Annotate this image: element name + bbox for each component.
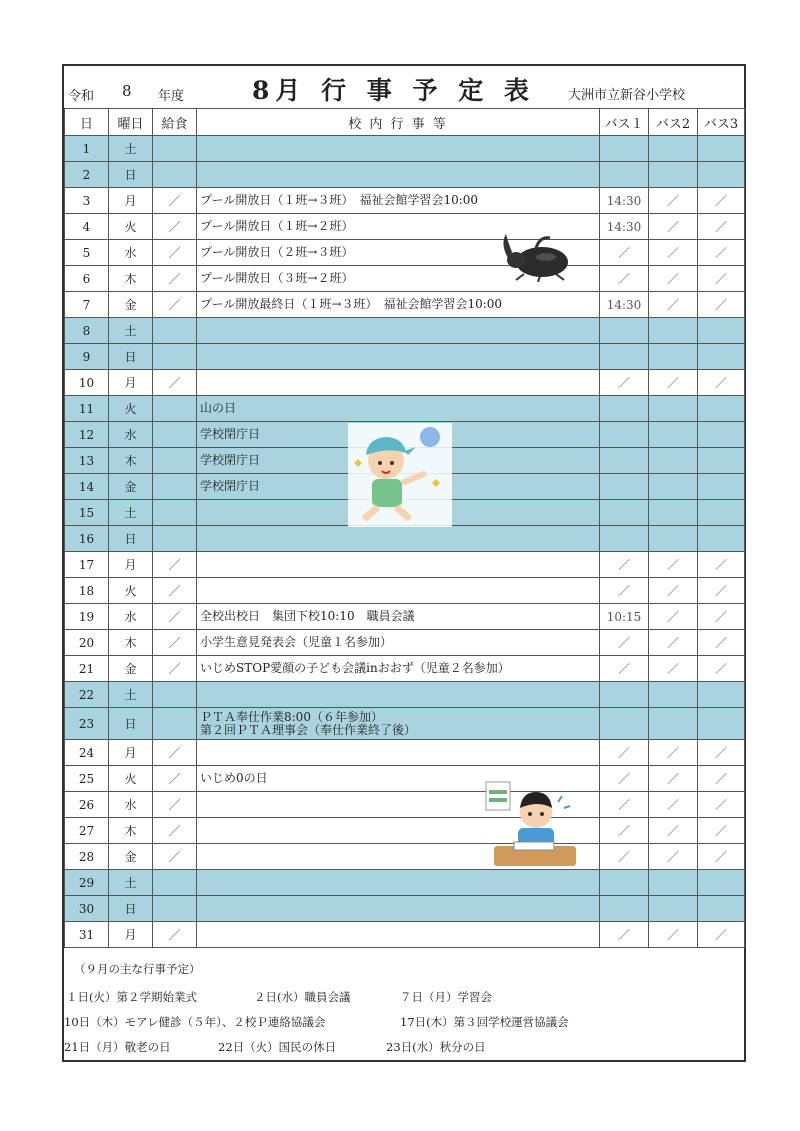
table-row: [65, 136, 745, 162]
event-text: プール開放最終日（１班→３班） 福祉会館学習会10:00: [200, 297, 503, 311]
lunch-cell: ／: [153, 740, 197, 766]
lunch-cell: ／: [153, 266, 197, 292]
table-row: [65, 604, 745, 630]
weekday-cell: 月: [109, 370, 153, 396]
bus2-cell: ／: [649, 370, 698, 396]
lunch-cell: ／: [153, 766, 197, 792]
day-cell: 23: [65, 708, 109, 740]
lunch-cell: [153, 162, 197, 188]
bus3-cell: ／: [698, 578, 745, 604]
event-cell: [197, 552, 600, 578]
bus1-cell: [600, 422, 649, 448]
day-cell: 27: [65, 818, 109, 844]
table-row: [65, 682, 745, 708]
bus1-cell: [600, 448, 649, 474]
bus3-cell: [698, 870, 745, 896]
bus1-cell: ／: [600, 740, 649, 766]
lunch-cell: ／: [153, 578, 197, 604]
bus1-cell: ／: [600, 240, 649, 266]
event-text: いじめSTOP愛顔の子ども会議inおおず（児童２名参加）: [200, 661, 510, 675]
weekday-cell: 木: [109, 266, 153, 292]
col-bus2-header: バス2: [649, 109, 698, 136]
bus2-cell: [649, 682, 698, 708]
day-cell: 19: [65, 604, 109, 630]
bus2-cell: [649, 162, 698, 188]
bus1-cell: ／: [600, 922, 649, 948]
bus1-cell: ／: [600, 792, 649, 818]
bus2-cell: [649, 870, 698, 896]
bus2-cell: ／: [649, 922, 698, 948]
bus1-cell: ／: [600, 844, 649, 870]
day-cell: 10: [65, 370, 109, 396]
lunch-cell: [153, 682, 197, 708]
lunch-cell: ／: [153, 188, 197, 214]
event-cell: [197, 578, 600, 604]
event-text: 山の日: [200, 401, 237, 415]
note-item: ２日(水）職員会議: [254, 990, 351, 1004]
weekday-cell: 月: [109, 740, 153, 766]
bus2-cell: [649, 474, 698, 500]
bus1-cell: ／: [600, 552, 649, 578]
weekday-cell: 日: [109, 896, 153, 922]
table-header-row: [65, 109, 745, 136]
notes-heading: （９月の主な行事予定）: [74, 962, 201, 976]
weekday-cell: 日: [109, 526, 153, 552]
bus1-cell: 14:30: [600, 188, 649, 214]
event-text: 学校閉庁日: [200, 479, 261, 493]
bus2-cell: ／: [649, 630, 698, 656]
bus1-cell: ／: [600, 818, 649, 844]
bus3-cell: [698, 422, 745, 448]
bus3-cell: [698, 474, 745, 500]
weekday-cell: 金: [109, 292, 153, 318]
event-cell: [197, 318, 600, 344]
bus1-cell: [600, 318, 649, 344]
weekday-cell: 水: [109, 422, 153, 448]
bus1-cell: ／: [600, 766, 649, 792]
day-cell: 4: [65, 214, 109, 240]
bus2-cell: ／: [649, 792, 698, 818]
bus2-cell: [649, 136, 698, 162]
bus3-cell: ／: [698, 844, 745, 870]
weekday-cell: 水: [109, 604, 153, 630]
bus3-cell: ／: [698, 740, 745, 766]
table-row: [65, 656, 745, 682]
bus3-cell: ／: [698, 552, 745, 578]
event-cell: [197, 162, 600, 188]
lunch-cell: [153, 422, 197, 448]
bus3-cell: [698, 682, 745, 708]
day-cell: 21: [65, 656, 109, 682]
event-cell: [197, 396, 600, 422]
table-row: [65, 552, 745, 578]
school-name: 大洲市立新谷小学校: [568, 88, 686, 103]
weekday-cell: 木: [109, 448, 153, 474]
bus2-cell: ／: [649, 766, 698, 792]
bus1-cell: ／: [600, 370, 649, 396]
day-cell: 1: [65, 136, 109, 162]
lunch-cell: [153, 474, 197, 500]
bus2-cell: ／: [649, 578, 698, 604]
event-cell: [197, 136, 600, 162]
lunch-cell: [153, 448, 197, 474]
event-cell: [197, 630, 600, 656]
lunch-cell: ／: [153, 552, 197, 578]
day-cell: 8: [65, 318, 109, 344]
weekday-cell: 火: [109, 578, 153, 604]
event-cell: [197, 292, 600, 318]
weekday-cell: 土: [109, 682, 153, 708]
bus2-cell: ／: [649, 604, 698, 630]
day-cell: 25: [65, 766, 109, 792]
lunch-cell: ／: [153, 792, 197, 818]
col-weekday-header: 曜日: [109, 109, 153, 136]
weekday-cell: 月: [109, 188, 153, 214]
table-row: [65, 344, 745, 370]
day-cell: 2: [65, 162, 109, 188]
day-cell: 17: [65, 552, 109, 578]
bus2-cell: [649, 526, 698, 552]
bus3-cell: [698, 708, 745, 740]
year-value: 8: [122, 82, 132, 100]
weekday-cell: 月: [109, 922, 153, 948]
event-cell: [197, 604, 600, 630]
lunch-cell: [153, 708, 197, 740]
bus1-cell: [600, 682, 649, 708]
bus3-cell: ／: [698, 214, 745, 240]
bus1-cell: [600, 474, 649, 500]
bus3-cell: ／: [698, 240, 745, 266]
bus3-cell: ／: [698, 656, 745, 682]
day-cell: 14: [65, 474, 109, 500]
bus2-cell: ／: [649, 844, 698, 870]
event-cell: [197, 370, 600, 396]
col-lunch-header: 給食: [153, 109, 197, 136]
day-cell: 7: [65, 292, 109, 318]
lunch-cell: [153, 526, 197, 552]
beetle-icon: [494, 230, 574, 282]
event-cell: [197, 526, 600, 552]
bus2-cell: [649, 896, 698, 922]
event-cell: [197, 922, 600, 948]
lunch-cell: ／: [153, 214, 197, 240]
bus1-cell: 14:30: [600, 214, 649, 240]
bus2-cell: ／: [649, 188, 698, 214]
studying-boy-icon: [484, 778, 580, 872]
bus2-cell: [649, 500, 698, 526]
note-item: １日(火）第２学期始業式: [66, 990, 197, 1004]
day-cell: 6: [65, 266, 109, 292]
lunch-cell: [153, 344, 197, 370]
bus1-cell: [600, 344, 649, 370]
bus1-cell: [600, 162, 649, 188]
bus1-cell: ／: [600, 578, 649, 604]
note-item: 22日（火）国民の休日: [218, 1040, 337, 1054]
table-row: [65, 396, 745, 422]
event-cell: [197, 188, 600, 214]
table-row: [65, 630, 745, 656]
table-row: [65, 740, 745, 766]
event-cell: [197, 344, 600, 370]
lunch-cell: [153, 396, 197, 422]
note-item: 21日（月）敬老の日: [64, 1040, 171, 1054]
event-text: 全校出校日 集団下校10:10 職員会議: [200, 609, 415, 623]
weekday-cell: 金: [109, 474, 153, 500]
table-row: [65, 266, 745, 292]
lunch-cell: [153, 500, 197, 526]
bus1-cell: [600, 870, 649, 896]
day-cell: 26: [65, 792, 109, 818]
bus3-cell: ／: [698, 922, 745, 948]
bus3-cell: ／: [698, 630, 745, 656]
bus1-cell: ／: [600, 630, 649, 656]
day-cell: 24: [65, 740, 109, 766]
event-text: ＰＴＡ奉仕作業8:00（６年参加）: [200, 709, 383, 724]
lunch-cell: ／: [153, 240, 197, 266]
bus1-cell: [600, 396, 649, 422]
weekday-cell: 水: [109, 792, 153, 818]
bus1-cell: [600, 136, 649, 162]
bus1-cell: [600, 896, 649, 922]
weekday-cell: 金: [109, 844, 153, 870]
table-row: [65, 844, 745, 870]
table-row: [65, 526, 745, 552]
bus1-cell: [600, 526, 649, 552]
bus3-cell: [698, 162, 745, 188]
lunch-cell: [153, 136, 197, 162]
weekday-cell: 金: [109, 656, 153, 682]
event-cell: [197, 708, 600, 740]
weekday-cell: 日: [109, 162, 153, 188]
bus2-cell: ／: [649, 240, 698, 266]
weekday-cell: 火: [109, 396, 153, 422]
lunch-cell: ／: [153, 370, 197, 396]
day-cell: 30: [65, 896, 109, 922]
note-item: 10日（木）モアレ健診（５年）、２校Ｐ連絡協議会: [64, 1015, 326, 1029]
bus2-cell: ／: [649, 214, 698, 240]
event-text: 学校閉庁日: [200, 427, 261, 441]
event-cell: [197, 896, 600, 922]
weekday-cell: 土: [109, 136, 153, 162]
schedule-sheet: [62, 64, 746, 1062]
note-item: ７日（月）学習会: [400, 990, 492, 1004]
event-text: プール開放日（３班→２班）: [200, 271, 354, 285]
day-cell: 31: [65, 922, 109, 948]
title-row: [64, 66, 744, 109]
day-cell: 20: [65, 630, 109, 656]
bus3-cell: [698, 500, 745, 526]
bus3-cell: [698, 344, 745, 370]
weekday-cell: 木: [109, 818, 153, 844]
bus1-cell: ／: [600, 656, 649, 682]
table-row: [65, 870, 745, 896]
table-row: [65, 214, 745, 240]
bus3-cell: ／: [698, 604, 745, 630]
event-text: 小学生意見発表会（児童１名参加）: [200, 635, 393, 649]
col-bus1-header: バス１: [600, 109, 649, 136]
day-cell: 13: [65, 448, 109, 474]
bus3-cell: ／: [698, 266, 745, 292]
table-row: [65, 896, 745, 922]
col-day-header: 日: [65, 109, 109, 136]
lunch-cell: ／: [153, 818, 197, 844]
weekday-cell: 土: [109, 500, 153, 526]
schedule-body: [65, 136, 745, 948]
day-cell: 12: [65, 422, 109, 448]
weekday-cell: 日: [109, 344, 153, 370]
weekday-cell: 土: [109, 318, 153, 344]
table-row: [65, 370, 745, 396]
bus2-cell: [649, 396, 698, 422]
bus1-cell: [600, 500, 649, 526]
event-cell: [197, 740, 600, 766]
bus2-cell: ／: [649, 740, 698, 766]
col-bus3-header: バス3: [698, 109, 745, 136]
bus2-cell: ／: [649, 818, 698, 844]
bus3-cell: [698, 448, 745, 474]
bus3-cell: [698, 136, 745, 162]
lunch-cell: [153, 318, 197, 344]
bus3-cell: [698, 526, 745, 552]
lunch-cell: ／: [153, 844, 197, 870]
fiscal-year-label: 年度: [158, 89, 185, 104]
lunch-cell: ／: [153, 604, 197, 630]
table-row: [65, 162, 745, 188]
day-cell: 11: [65, 396, 109, 422]
bus3-cell: [698, 396, 745, 422]
september-notes: [64, 955, 744, 1060]
weekday-cell: 水: [109, 240, 153, 266]
table-row: [65, 188, 745, 214]
weekday-cell: 木: [109, 630, 153, 656]
bus3-cell: ／: [698, 188, 745, 214]
lunch-cell: ／: [153, 630, 197, 656]
lunch-cell: ／: [153, 292, 197, 318]
bus1-cell: 10:15: [600, 604, 649, 630]
day-cell: 3: [65, 188, 109, 214]
event-text: いじめ0の日: [200, 771, 268, 785]
lunch-cell: ／: [153, 656, 197, 682]
bus3-cell: ／: [698, 766, 745, 792]
table-row: [65, 240, 745, 266]
bus3-cell: [698, 318, 745, 344]
day-cell: 22: [65, 682, 109, 708]
note-item: 23日(水）秋分の日: [386, 1040, 486, 1054]
bus3-cell: ／: [698, 370, 745, 396]
bus2-cell: ／: [649, 266, 698, 292]
event-text: プール開放日（１班→３班） 福祉会館学習会10:00: [200, 193, 479, 207]
table-row: [65, 792, 745, 818]
table-row: [65, 708, 745, 740]
weekday-cell: 土: [109, 870, 153, 896]
col-events-header: 校 内 行 事 等: [197, 109, 600, 136]
event-cell: [197, 682, 600, 708]
day-cell: 28: [65, 844, 109, 870]
day-cell: 29: [65, 870, 109, 896]
bus2-cell: ／: [649, 552, 698, 578]
bus3-cell: ／: [698, 292, 745, 318]
event-text: プール開放日（２班→３班）: [200, 245, 354, 259]
page-title: 8月 行 事 予 定 表: [252, 76, 535, 105]
event-text: 学校閉庁日: [200, 453, 261, 467]
bus2-cell: [649, 422, 698, 448]
bus1-cell: [600, 708, 649, 740]
note-item: 17日(木）第３回学校運営協議会: [400, 1015, 569, 1029]
table-row: [65, 818, 745, 844]
event-cell: [197, 656, 600, 682]
day-cell: 15: [65, 500, 109, 526]
bus3-cell: ／: [698, 818, 745, 844]
bus2-cell: [649, 448, 698, 474]
day-cell: 5: [65, 240, 109, 266]
weekday-cell: 月: [109, 552, 153, 578]
bus1-cell: 14:30: [600, 292, 649, 318]
schedule-table: [64, 108, 745, 948]
era-label: 令和: [68, 89, 95, 104]
event-text: プール開放日（１班→２班）: [200, 219, 354, 233]
lunch-cell: [153, 870, 197, 896]
bus3-cell: [698, 896, 745, 922]
bus2-cell: [649, 708, 698, 740]
table-row: [65, 578, 745, 604]
table-row: [65, 292, 745, 318]
day-cell: 18: [65, 578, 109, 604]
lunch-cell: [153, 896, 197, 922]
weekday-cell: 日: [109, 708, 153, 740]
bus2-cell: ／: [649, 292, 698, 318]
bus1-cell: ／: [600, 266, 649, 292]
lunch-cell: ／: [153, 922, 197, 948]
weekday-cell: 火: [109, 766, 153, 792]
bus2-cell: [649, 344, 698, 370]
kid-cap-icon: [348, 423, 452, 527]
day-cell: 9: [65, 344, 109, 370]
day-cell: 16: [65, 526, 109, 552]
event-text: 第２回ＰＴＡ理事会（奉仕作業終了後）: [200, 722, 417, 737]
table-row: [65, 766, 745, 792]
bus2-cell: ／: [649, 656, 698, 682]
table-row: [65, 922, 745, 948]
bus3-cell: ／: [698, 792, 745, 818]
event-cell: [197, 870, 600, 896]
table-row: [65, 318, 745, 344]
bus2-cell: [649, 318, 698, 344]
weekday-cell: 火: [109, 214, 153, 240]
